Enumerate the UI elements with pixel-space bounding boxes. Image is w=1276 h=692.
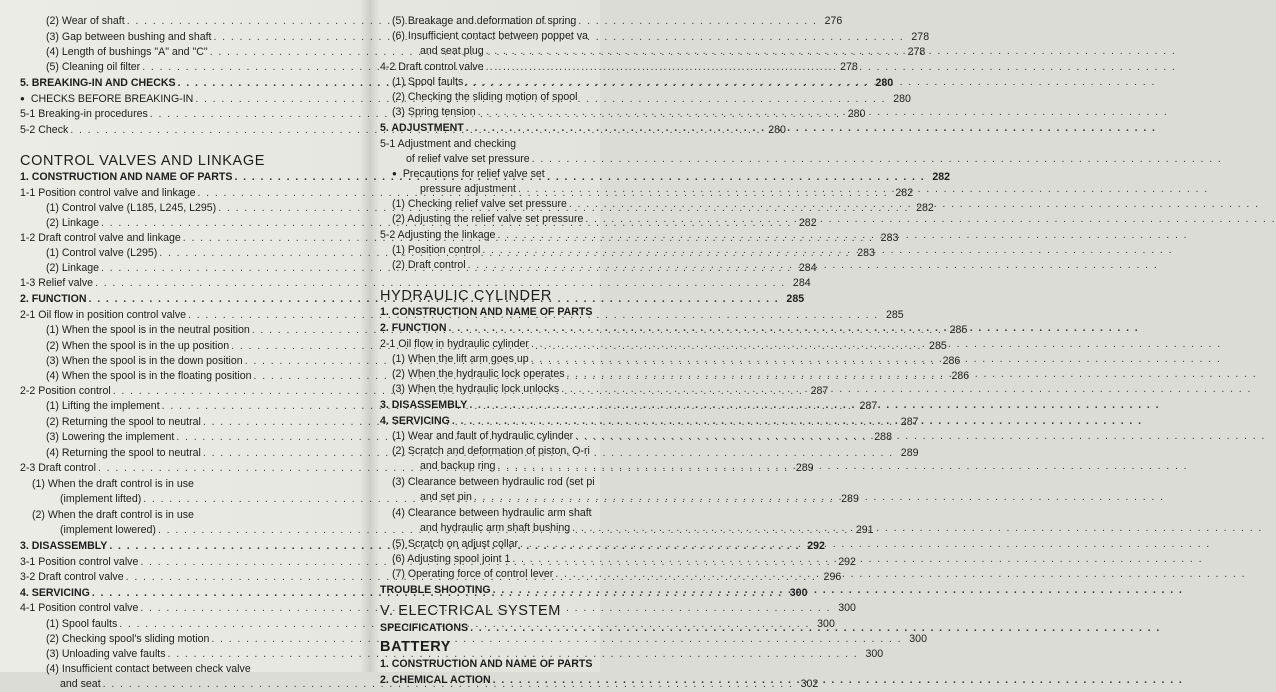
toc-entry-precautions-for-relief-valve-set: [380, 167, 640, 182]
toc-page-number: 276: [824, 15, 843, 27]
toc-entry-title: 3. DISASSEMBLY: [20, 540, 108, 552]
toc-entry-1-construction-and-name-of-parts: [380, 305, 640, 320]
toc-page-number: 289: [841, 493, 859, 505]
toc-entry-title: 3-2 Draft control valve: [20, 571, 124, 583]
dot-leader: [468, 258, 1159, 273]
toc-entry-3-when-the-hydraulic-lock-unlocks: [380, 382, 640, 397]
dot-leader: [555, 567, 1246, 582]
toc-entry-title: (3) Clearance between hydraulic rod (set pi: [392, 476, 595, 488]
toc-entry-title: (6) Insufficient contact between poppet va: [392, 30, 588, 42]
toc-entry-title: 4. SERVICING: [20, 587, 90, 599]
toc-page-number: 285: [786, 293, 805, 305]
toc-entry-2-1-oil-flow-in-hydraulic-cylinder: [380, 337, 640, 352]
toc-entry-title: (5) Cleaning oil filter: [46, 61, 141, 73]
toc-page-number: 300: [838, 602, 856, 614]
toc-page-number: 284: [798, 262, 817, 274]
toc-entry-1-checking-relief-valve-set-pressure: [380, 197, 640, 212]
toc-entry-2-when-the-hydraulic-lock-operates: [380, 367, 640, 382]
toc-page-number: 286: [942, 355, 961, 367]
toc-entry-title: (2) Checking the sliding motion of spool: [392, 91, 578, 103]
toc-entry-title: BATTERY: [380, 639, 452, 655]
toc-entry-title: (2) When the spool is in the up position: [46, 340, 230, 352]
dot-leader: [466, 121, 1157, 136]
toc-entry-title: 2-3 Draft control: [20, 462, 96, 474]
toc-page-number: 280: [768, 124, 786, 136]
toc-page-number: 289: [795, 462, 814, 474]
toc-entry-title: 1. CONSTRUCTION AND NAME OF PARTS: [380, 658, 593, 670]
toc-entry-5-adjustment: [380, 121, 640, 136]
toc-page-number: 282: [932, 171, 951, 183]
toc-entry-title: (2) Linkage: [46, 262, 99, 274]
toc-entry-title: 3-1 Position control valve: [20, 556, 139, 568]
toc-entry-title: and backup ring: [420, 460, 496, 472]
toc-entry-title: (1) When the lift arm goes up: [392, 353, 529, 365]
toc-entry-and-backup-ring: [380, 459, 640, 474]
toc-entry-2-checking-the-sliding-motion-of-spool: [380, 90, 640, 105]
toc-section-heading-battery: [380, 637, 640, 657]
dot-leader: [474, 490, 1165, 505]
toc-entry-7-operating-force-of-control-lever: [380, 567, 640, 582]
dot-leader: [561, 382, 1252, 397]
toc-entry-title: (3) Gap between bushing and shaft: [46, 31, 212, 43]
toc-page-number: 300: [817, 618, 835, 630]
toc-page-number: 280: [875, 77, 894, 89]
toc-entry-title: 5. BREAKING-IN AND CHECKS: [20, 77, 176, 89]
toc-page-number: 278: [911, 31, 930, 43]
toc-page-number: 300: [865, 648, 884, 660]
toc-page-number: 282: [916, 202, 934, 214]
toc-entry-title: 2. FUNCTION: [380, 322, 447, 334]
toc-entry-title: (implement lifted): [60, 493, 142, 505]
toc-entry-title: (2) Wear of shaft: [46, 15, 125, 27]
toc-entry-6-insufficient-contact-between-poppet-va: [380, 29, 640, 44]
toc-entry-title: (2) Adjusting the relief valve set pressure: [392, 213, 584, 225]
toc-entry-title: V. ELECTRICAL SYSTEM: [380, 603, 561, 619]
toc-entry-title: 2. CHEMICAL ACTION: [380, 674, 491, 686]
toc-entry-title: 2. FUNCTION: [20, 293, 87, 305]
toc-page-number: 282: [895, 187, 914, 199]
toc-entry-title: (1) Wear and fault of hydraulic cylinder: [392, 430, 574, 442]
toc-entry-title: (2) Returning the spool to neutral: [46, 416, 201, 428]
toc-entry-6-adjusting-spool-joint-1: [380, 552, 640, 567]
dot-leader: [531, 337, 1222, 352]
toc-entry-title: (implement lowered): [60, 524, 156, 536]
toc-entry-2-scratch-and-deformation-of-piston-o-ri: [380, 444, 640, 459]
dot-leader: [482, 243, 1173, 258]
toc-entry-1-spool-faults: [380, 75, 640, 90]
toc-entry-title: (3) When the spool is in the down position: [46, 355, 243, 367]
toc-entry-title: ● Precautions for relief valve set: [392, 167, 545, 182]
toc-entry-title: (1) Control valve (L185, L245, L295): [46, 202, 217, 214]
toc-entry-title: and seat plug: [420, 45, 484, 57]
toc-entry-trouble-shooting: [380, 583, 640, 598]
dot-leader: [449, 321, 1140, 336]
toc-page-number: 291: [855, 524, 874, 536]
toc-page-number: 287: [900, 416, 919, 428]
toc-entry-4-servicing: [380, 414, 640, 429]
toc-entry-title: 4. SERVICING: [380, 415, 450, 427]
dot-leader: [493, 673, 1184, 688]
dot-leader: [567, 367, 1258, 382]
toc-entry-title: 5-2 Adjusting the linkage: [380, 229, 496, 241]
dot-leader: [585, 212, 1276, 227]
toc-page-number: 286: [951, 370, 970, 382]
dot-leader: [531, 352, 1222, 367]
toc-entry-1-when-the-draft-control-is-in-use: [20, 477, 338, 492]
toc-entry-3-disassembly: [380, 398, 640, 413]
toc-entry-title: 1. CONSTRUCTION AND NAME OF PARTS: [20, 171, 233, 183]
dot-leader: [470, 621, 1161, 636]
toc-entry-title: 1. CONSTRUCTION AND NAME OF PARTS: [380, 306, 593, 318]
toc-entry-title: 5. ADJUSTMENT: [380, 122, 464, 134]
toc-entry-title: (2) When the draft control is in use: [32, 509, 194, 521]
toc-page-number: 287: [810, 385, 829, 397]
toc-entry-title: CONTROL VALVES AND LINKAGE: [20, 153, 265, 169]
toc-page-number: 278: [907, 46, 926, 58]
toc-entry-title: (3) Lowering the implement: [46, 431, 175, 443]
toc-entry-title: (4) Clearance between hydraulic arm shaft: [392, 507, 592, 519]
toc-entry-specifications: [380, 621, 640, 636]
toc-entry-title: and set pin: [420, 491, 472, 503]
dot-leader: [572, 521, 1263, 536]
toc-entry-title: pressure adjustment: [420, 183, 516, 195]
toc-entry-title: (1) Spool faults: [392, 76, 464, 88]
toc-page-number: 300: [789, 587, 808, 599]
toc-section-heading-hydraulic-cylinder: [380, 286, 640, 306]
toc-entry-2-draft-control: [380, 258, 640, 273]
toc-entry-title: (4) Returning the spool to neutral: [46, 447, 201, 459]
toc-entry-3-spring-tension: [380, 105, 640, 120]
dot-leader: [520, 537, 1211, 552]
toc-page-number: 292: [807, 540, 825, 552]
toc-page-number: 283: [857, 247, 875, 259]
toc-entry-title: and seat: [60, 678, 101, 690]
toc-entry-title: (1) Position control: [392, 244, 481, 256]
toc-entry-title: (3) Spring tension: [392, 106, 476, 118]
toc-entry-title: 2-1 Oil flow in position control valve: [20, 309, 187, 321]
toc-entry-title: (2) Scratch and deformation of piston, O-ri: [392, 445, 590, 457]
toc-entry-2-chemical-action: [380, 673, 640, 688]
toc-entry-title: 1-2 Draft control valve and linkage: [20, 232, 181, 244]
toc-entry-title: (2) Linkage: [46, 217, 99, 229]
toc-entry-title: of relief valve set pressure: [406, 153, 530, 165]
toc-entry-of-relief-valve-set-pressure: [380, 152, 640, 167]
toc-entry-title: (4) When the spool is in the floating position: [46, 370, 252, 382]
toc-entry-title: (1) When the spool is in the neutral position: [46, 324, 250, 336]
toc-page-number: 296: [823, 571, 842, 583]
dot-leader: [497, 459, 1188, 474]
toc-entry-pressure-adjustment: [380, 182, 640, 197]
toc-entry-title: 4-1 Position control valve: [20, 602, 139, 614]
toc-entry-title: 4-2 Draft control valve: [380, 61, 484, 73]
toc-entry-1-wear-and-fault-of-hydraulic-cylinder: [380, 429, 640, 444]
toc-entry-title: (5) Breakage and deformation of spring: [392, 15, 577, 27]
toc-entry-title: 5-1 Adjustment and checking: [380, 138, 517, 150]
toc-entry-title: (7) Operating force of control lever: [392, 568, 554, 580]
dot-leader: [512, 552, 1203, 567]
toc-entry-title: (1) Checking relief valve set pressure: [392, 198, 567, 210]
toc-entry-and-hydraulic-arm-shaft-bushing: [380, 521, 640, 536]
toc-page-number: 284: [792, 277, 811, 289]
toc-entry-title: 5-2 Check: [20, 124, 69, 136]
toc-page-number: 282: [798, 217, 817, 229]
toc-entry-title: (3) When the hydraulic lock unlocks: [392, 383, 560, 395]
toc-page-number: 288: [874, 431, 892, 443]
dot-leader: [465, 75, 1156, 90]
toc-entry-2-when-the-draft-control-is-in-use: [20, 508, 338, 523]
toc-entry-title: 1-3 Relief valve: [20, 277, 94, 289]
toc-page-number: 278: [840, 61, 858, 73]
toc-page-number: 292: [838, 556, 856, 568]
toc-page-number: 300: [909, 633, 927, 645]
toc-entry-title: (5) Scratch on adjust collar: [392, 538, 519, 550]
toc-entry-title: ● CHECKS BEFORE BREAKING-IN: [20, 92, 193, 107]
toc-page-number: 289: [900, 447, 919, 459]
toc-page-number: 285: [929, 340, 947, 352]
toc-section-heading-control-valves-and-linkage: [20, 151, 338, 171]
dot-leader: [478, 105, 1169, 120]
toc-entry-title: HYDRAULIC CYLINDER: [380, 288, 552, 304]
toc-entry-5-1-adjustment-and-checking: [380, 137, 640, 152]
toc-page-number: 285: [885, 309, 904, 321]
toc-entry-title: (1) Control valve (L295): [46, 247, 158, 259]
dot-leader: [532, 152, 1223, 167]
toc-entry-and-set-pin: [380, 490, 640, 505]
toc-entry-5-2-adjusting-the-linkage: [380, 228, 640, 243]
dot-leader: [569, 197, 1260, 212]
toc-page-number: 285: [949, 324, 968, 336]
dot-leader: [575, 429, 1266, 444]
toc-entry-title: (4) Insufficient contact between check valve: [46, 663, 251, 675]
toc-entry-title: 2-2 Position control: [20, 385, 111, 397]
toc-entry-title: 5-1 Breaking-in procedures: [20, 108, 148, 120]
toc-entry-title: TROUBLE SHOOTING: [380, 584, 491, 596]
toc-entry-and-seat-plug: [380, 44, 640, 59]
dot-leader: [486, 44, 1177, 59]
dot-leader: [469, 398, 1160, 413]
toc-page-number: 302: [800, 678, 819, 690]
toc-page-number: 280: [847, 108, 866, 120]
toc-entry-title: (2) When the hydraulic lock operates: [392, 368, 565, 380]
toc-entry-title: SPECIFICATIONS: [380, 622, 469, 634]
toc-entry-title: (2) Draft control: [392, 259, 466, 271]
toc-entry-3-clearance-between-hydraulic-rod-set-pi: [380, 475, 640, 490]
toc-entry-1-3-relief-valve: [20, 276, 811, 291]
toc-entry-title: (4) Length of bushings "A" and "C": [46, 46, 208, 58]
toc-entry-5-breakage-and-deformation-of-spring: [380, 14, 640, 29]
toc-entry-title: (1) Lifting the implement: [46, 400, 160, 412]
toc-entry-title: 3. DISASSEMBLY: [380, 399, 468, 411]
toc-entry-title: (1) When the draft control is in use: [32, 478, 194, 490]
toc-entry-4-clearance-between-hydraulic-arm-shaft: [380, 506, 640, 521]
toc-entry-title: (6) Adjusting spool joint 1: [392, 553, 511, 565]
dot-leader: [486, 60, 1177, 75]
toc-entry-1-position-control: [380, 243, 640, 258]
toc-section-heading-v-electrical-system: [380, 601, 640, 621]
toc-entry-title: 1-1 Position control valve and linkage: [20, 187, 196, 199]
dot-leader: [493, 583, 1184, 598]
toc-entry-4-2-draft-control-valve: [380, 60, 640, 75]
toc-entry-2-adjusting-the-relief-valve-set-pressur: [380, 212, 640, 227]
toc-entry-5-scratch-on-adjust-collar: [380, 537, 640, 552]
toc-entry-title: (2) Checking spool's sliding motion: [46, 633, 210, 645]
toc-entry-title: and hydraulic arm shaft bushing: [420, 522, 571, 534]
toc-entry-title: (1) Spool faults: [46, 618, 118, 630]
toc-entry-title: (3) Unloading valve faults: [46, 648, 166, 660]
dot-leader: [518, 182, 1209, 197]
toc-entry-2-function: [380, 321, 640, 336]
toc-page-number: 283: [880, 232, 899, 244]
dot-leader: [452, 414, 1143, 429]
toc-entry-1-when-the-lift-arm-goes-up: [380, 352, 640, 367]
toc-page-number: 287: [859, 400, 878, 412]
toc-entry-title: 2-1 Oil flow in hydraulic cylinder: [380, 338, 529, 350]
toc-entry-1-construction-and-name-of-parts: [380, 657, 640, 672]
dot-leader: [497, 228, 1188, 243]
toc-entry-4-insufficient-contact-between-check-val: [20, 662, 338, 677]
toc-page-number: 280: [893, 93, 911, 105]
